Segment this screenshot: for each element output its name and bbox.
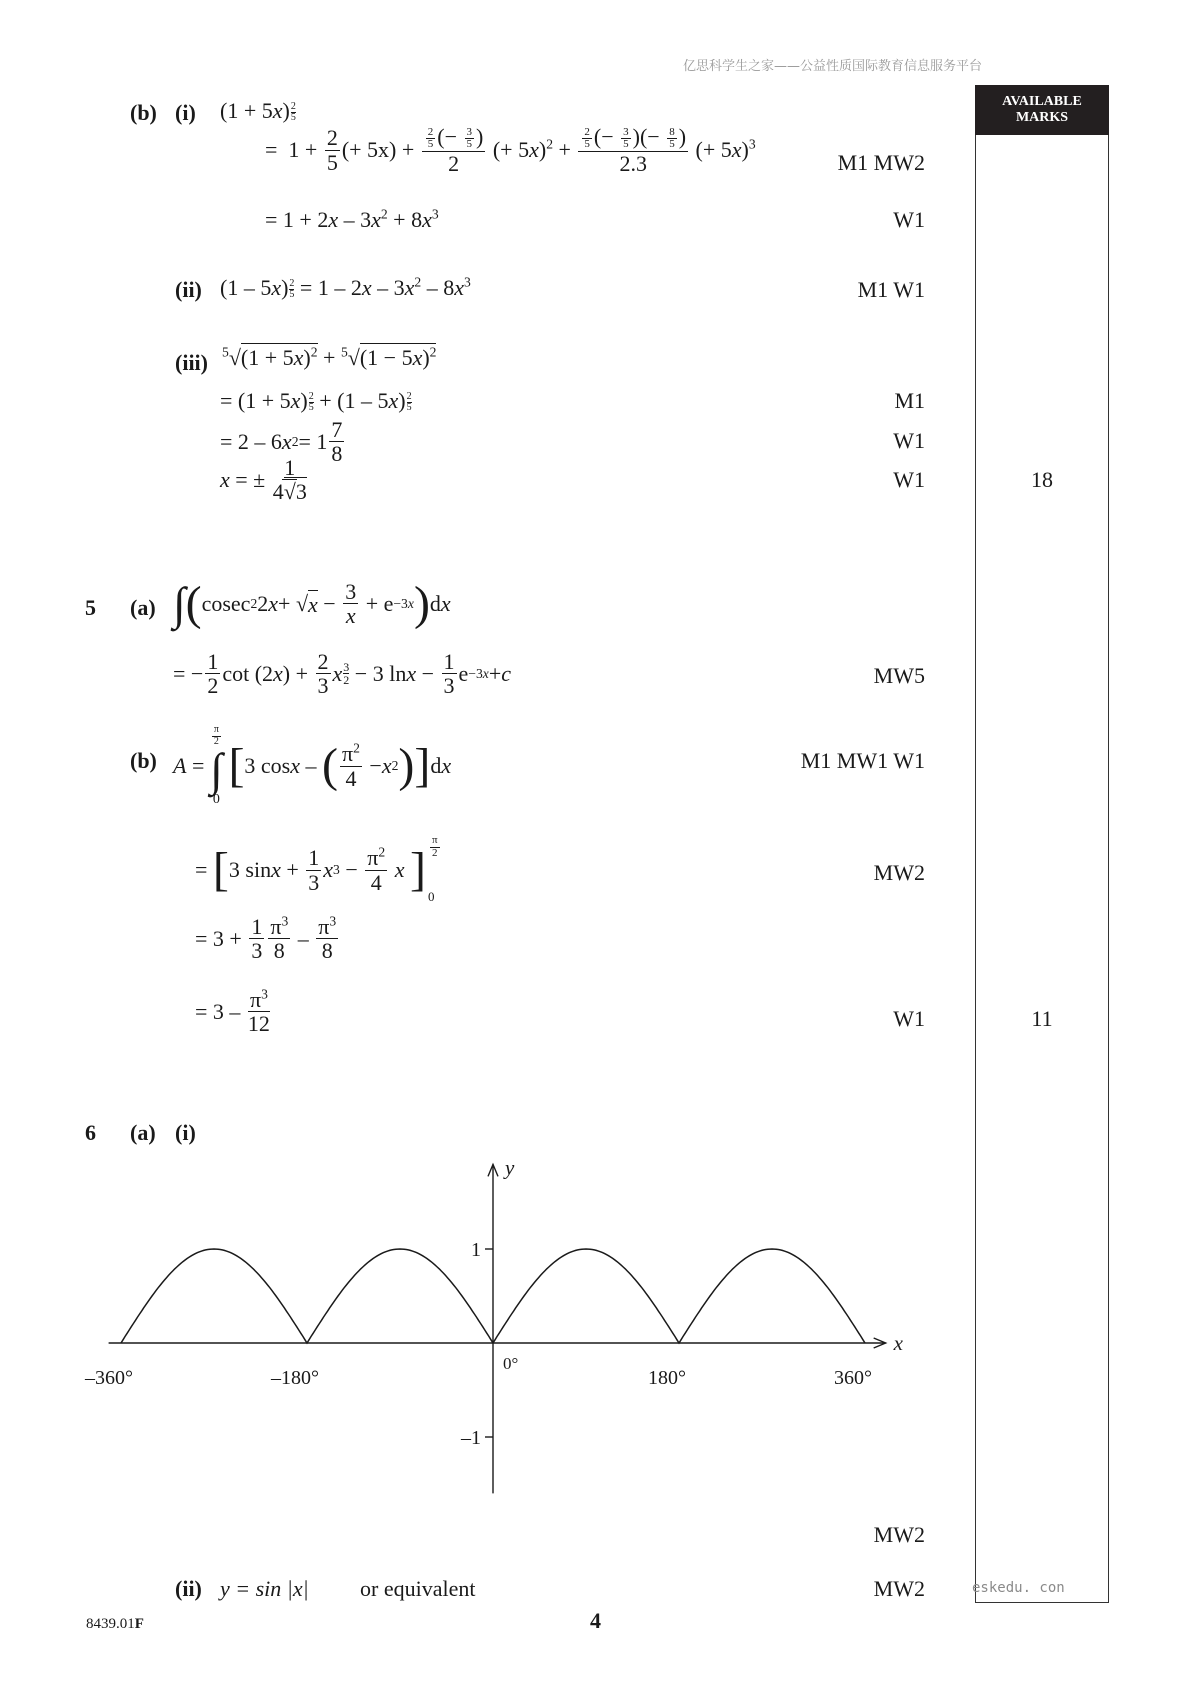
q4b-iii-step-1: = (1 + 5x) $\frac{2}{5}$ + (1 – 5x) $\frac{2}{5}$ [220,388,412,413]
watermark: eskedu. con [972,1580,1065,1596]
q4b-i-label: (i) [175,100,196,125]
y-tick-label: –1 [461,1427,481,1449]
q6a-i-mark: MW2 [873,1522,925,1547]
q4b-ii-expression: (1 – 5x) $\frac{2}{5}$ = $1 - 2x - 3x^2 - 8x^3$ [220,274,471,300]
site-banner: 亿思科学生之家——公益性质国际教育信息服务平台 [683,59,983,74]
q4b-iii-mark-2: W1 [893,428,925,453]
q5b-mark-2: MW2 [873,860,925,885]
q4b-iii-roots: $^5√(1 + 5x)^2 + ^5√(1 - 5x)^2$ [222,344,437,370]
q4b-i-mark-2: W1 [893,207,925,232]
q5a-mark: MW5 [873,663,925,688]
q6a-ii-equation: y = sin |x| [220,1576,309,1601]
paper-code [86,1616,144,1633]
paper-code-number: 8439.01 [86,1616,135,1632]
q4b-i-mark-1: M1 MW2 [837,150,925,175]
x-tick-label: 360° [834,1367,872,1389]
q5b-result: = 3 – $\frac{\pi^3}{12}$ [195,986,270,1037]
q6a-i-label: (i) [175,1120,196,1145]
q5b-mark-1: M1 MW1 W1 [800,748,925,773]
q5a-integral: ∫ ( cosec 2 2 x + √ x − $\frac{3}{x}$ + e −3x ) d x [173,576,451,630]
q4b-label: (b) [130,100,157,125]
graph-root [84,1155,904,1493]
q4b-iii-mark-3: W1 [893,467,925,492]
paper-code-suffix: F [134,1616,144,1632]
q5b-label: (b) [130,748,157,773]
x-axis-label: x [893,1331,903,1355]
q6a-ii-label: (ii) [175,1576,202,1601]
q4b-iii-mark-1: M1 [894,388,925,413]
q4b-ii-label: (ii) [175,277,202,302]
q4b-i-binomial-expansion: = 1 + $\frac{2}{5}$ (+ 5x) + $\frac{2}{5}$ (− $\frac{3}{5}$ ) 2 (+ 5x)$^2$ + $\frac{2}{5}$ (− $\frac{3}{5}$ )(− $\frac{8}{5}$ ) 2.3 (+ 5x)$^3$ [265,124,756,176]
q6a-label: (a) [130,1120,156,1145]
y-tick-label: 1 [471,1239,481,1261]
q5-total-marks: 11 [1031,1006,1053,1031]
q5a-label: (a) [130,595,156,620]
q4b-iii-step-2: = 2 – 6 x 2 = 1 $\frac{7}{8}$ [220,417,343,467]
q4b-ii-mark: M1 W1 [857,277,925,302]
q5b-mark-3: W1 [893,1006,925,1031]
q4b-iii-step-3: x = ± $\frac{1}{4√3}$ [220,455,307,505]
q5b-antiderivative: = [ 3 sin x + $\frac{1}{3}$ x 3 − $\frac{\pi^2}{4}$ x ] $\frac{\pi}{2}$ 0 [195,834,438,904]
x-tick-label: –180° [271,1367,319,1389]
x-tick-label: 0° [503,1354,519,1373]
y-axis-label: y [505,1155,515,1180]
q4b-iii-label: (iii) [175,350,208,375]
q5a-result: = − $\frac{1}{2}$ cot (2 x ) + $\frac{2}{3}$ x 3 2 − 3 ln x − $\frac{1}{3}$ e −3x + c [173,649,512,699]
q6a-ii-answer [220,1576,309,1602]
q4b-i-expression: (1 + 5x) $\frac{2}{5}$ [220,98,296,123]
available-marks-title-1: AVAILABLE [1002,94,1082,109]
q4-total-marks: 18 [1031,467,1053,492]
q5b-evaluation: = 3 + $\frac{1}{3}$ $\frac{\pi^3}{8}$ – $\frac{\pi^3}{8}$ [195,913,337,964]
q6a-ii-suffix: or equivalent [360,1576,476,1601]
q6a-ii-mark: MW2 [873,1576,925,1601]
available-marks-title-2: MARKS [1015,110,1069,125]
x-tick-label: –360° [85,1367,133,1389]
x-tick-label: 180° [648,1367,686,1389]
page-number: 4 [590,1608,601,1633]
q4b-i-result: = $1 + 2x - 3x^2 + 8x^3$ [265,206,439,232]
q5-number: 5 [85,595,96,620]
q6-number: 6 [85,1120,96,1145]
q5b-area-integral: A = $\frac{\pi}{2}$ ∫ 0 [ 3 cos x – ( $\frac{\pi^2}{4}$ − x 2 ) ] d x [173,724,452,807]
